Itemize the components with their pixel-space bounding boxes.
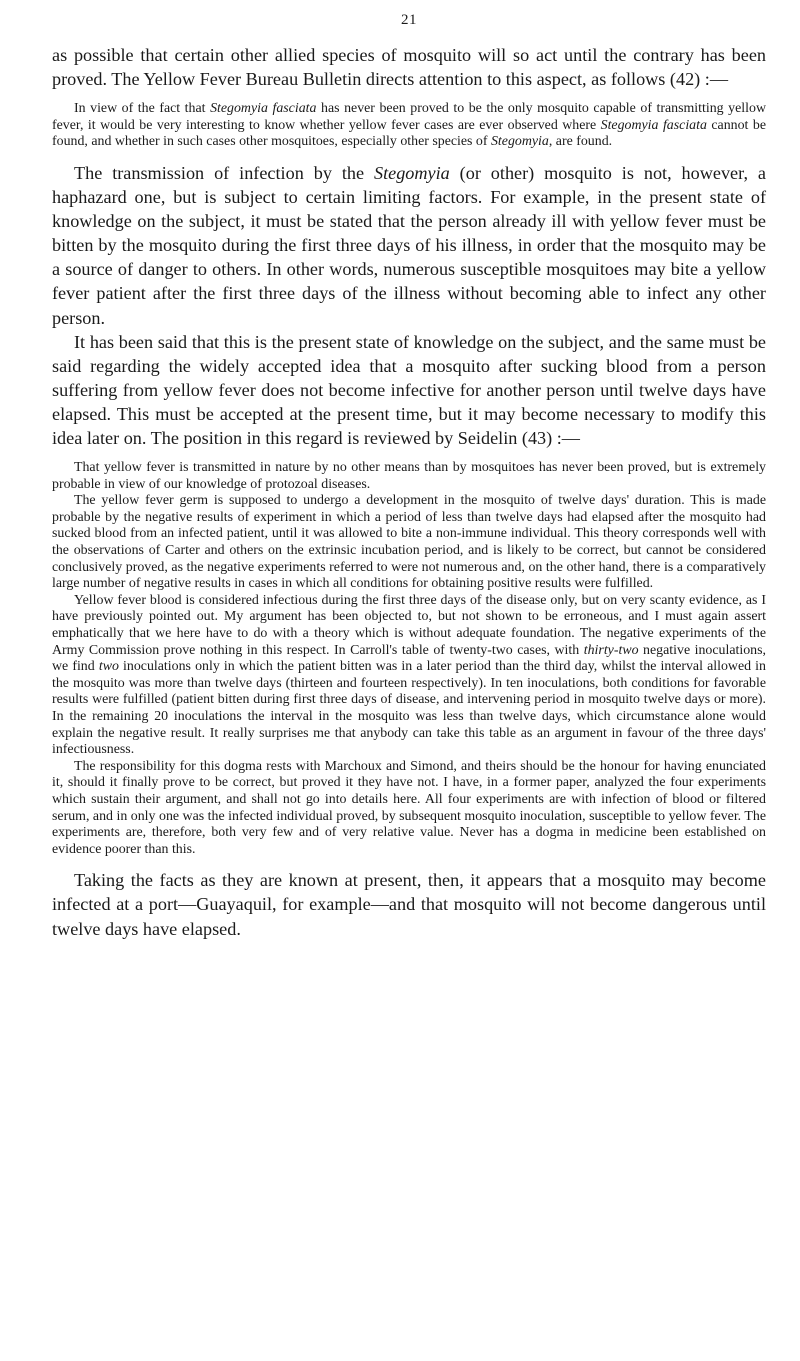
body-paragraph xyxy=(52,161,766,330)
text-run: inoculations only in which the patient bitten was in a later period than the third day, whilst the interval allowed in the mosquito was more than twelve days (thirteen and fourteen respectively). In ten inoculations, both conditions for favorable results were fulfilled (patient bitten during first three days of disease, and intervening period in mosquito twelve days or more). In the remaining 20 inoculations the interval in the mosquito was less than twelve days, which circumstance alone would explain the negative result. It really surprises me that anybody can take this table as an argument in favour of the three days' infectiousness. xyxy=(52,659,766,758)
text-run: negative inoculations, we find xyxy=(52,642,766,675)
text-run: That yellow fever is transmitted in nature by no other means than by mosquitoes has never been proved, but is extremely probable in view of our knowledge of protozoal diseases. xyxy=(52,460,766,492)
italic-run: Stegomyia fasciata xyxy=(210,101,317,117)
text-run: has never been proved to be the only mosquito capable of transmitting yellow fever, it would be very interesting to know whether yellow fever cases are ever observed where xyxy=(52,101,766,133)
text-run: cannot be found, and whether in such cases other mosquitoes, especially other species of xyxy=(52,117,766,150)
text-run: It has been said that this is the present state of knowledge on the subject, and the same must be said regarding the widely accepted idea that a mosquito after sucking blood from a person suffering from yellow fever does not become infective for another person until twelve days have elapsed. This must be accepted at the present time, but it may become necessary to modify this idea later on. The position in this regard is reviewed by Seidelin (43) :— xyxy=(52,331,766,448)
italic-run: two xyxy=(98,659,119,675)
italic-run: Stegomyia xyxy=(490,134,549,150)
text-run: (or other) mosquito is not, however, a haphazard one, but is subject to certain limiting factors. For example, in the present state of knowledge on the subject, it must be stated that the person already ill with yellow fever must be bitten by the mosquito during the first three days of his illness, in order that the mosquito may be a source of danger to others. In other words, numerous susceptible mosquitoes may bite a yellow fever patient after the first three days of the illness without becoming able to infect any other person. xyxy=(52,162,766,328)
text-run: Taking the facts as they are known at present, then, it appears that a mosquito may become infected at a port—Guayaquil, for example—and that mosquito will not become dangerous until twelve days have elapsed. xyxy=(52,870,766,939)
block-quote-paragraph xyxy=(52,460,766,493)
block-quote-paragraph xyxy=(52,493,766,593)
text-run: The yellow fever germ is supposed to undergo a development in the mosquito of twelve days' duration. This is made probable by the negative results of experiment in which a period of less than twelve days had elapsed after the mosquito had sucked blood from an infected patient, until it was allowed to bite a non-immune individual. This theory corresponds well with the observations of Carter and others on the extrinsic incubation period, and is likely to be correct, but cannot be considered conclusively proved, as the negative experiments referred to were not numerous and, on the other hand, there is a comparatively large number of negative results in cases in which all conditions for obtaining positive results were fulfilled. xyxy=(52,493,766,592)
body-paragraph xyxy=(52,868,766,940)
text-run: , are found. xyxy=(548,134,613,150)
text-run: The transmission of infection by the xyxy=(74,162,374,183)
body-paragraph xyxy=(52,43,766,91)
text-run: as possible that certain other allied species of mosquito will so act until the contrary has been proved. The Yellow Fever Bureau Bulletin directs attention to this aspect, as follows (42) :— xyxy=(52,45,766,90)
block-quote-paragraph xyxy=(52,101,766,151)
italic-run: thirty-two xyxy=(583,642,639,658)
page-number: 21 xyxy=(401,12,417,28)
block-quote-paragraph xyxy=(52,593,766,759)
text-run: In view of the fact that xyxy=(74,101,211,117)
body-paragraph xyxy=(52,330,766,450)
italic-run: Stegomyia xyxy=(373,162,450,183)
italic-run: Stegomyia fasciata xyxy=(600,117,707,133)
block-quote-paragraph xyxy=(52,759,766,859)
document-page xyxy=(52,12,766,941)
text-run: Yellow fever blood is considered infectious during the first three days of the disease only, but on very scanty evidence, as I have previously pointed out. My argument has been objected to, but not shown to be erroneous, and I must again assert emphatically that we here have to do with a theory which is without adequate foundation. The negative experiments of the Army Commission prove nothing in this respect. In Carroll's table of twenty-two cases, with xyxy=(52,592,766,658)
text-flow xyxy=(52,43,766,941)
text-run: The responsibility for this dogma rests with Marchoux and Simond, and theirs should be the honour for having enunciated it, should it finally prove to be correct, but proved it they have not. I have, in a former paper, analyzed the four experiments which sustain their argument, and shall not go into details here. All four experiments are with infection of blood or filtered serum, and in only one was the infected individual proved, by subsequent mosquito inoculation, susceptible to yellow fever. The experiments are, therefore, both very few and of very relative value. Never has a dogma in medicine been established on evidence poorer than this. xyxy=(52,758,766,857)
